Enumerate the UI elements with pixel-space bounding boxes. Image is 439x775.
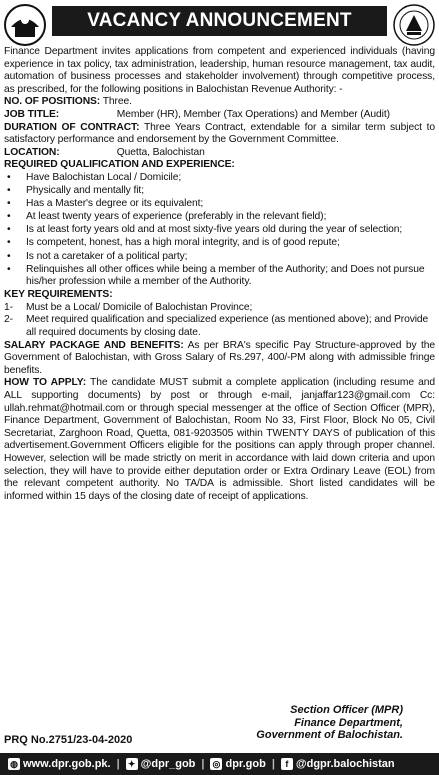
how-to-apply-row	[4, 377, 435, 503]
page-title: VACANCY ANNOUNCEMENT	[52, 6, 387, 36]
website-link[interactable]	[8, 758, 111, 770]
positions-label: NO. OF POSITIONS:	[4, 96, 101, 108]
positions-row	[4, 96, 435, 109]
list-item	[4, 314, 435, 339]
how-to-apply-value: The candidate MUST submit a complete application (including resume and ALL supporting documents) by post or through e-mail, janjaffar123@gmail.com Cc: ullah.rehmat@hotmail.com or through special messenger at the office of Section Officer (MPR), Finance Department, Government of Balochistan, Room No 33, First Floor, Block No 05, Civil Secretariat, Zarghoon Road, Quetta, 081-9203505 within TWENTY DAYS of publication of this advertisement.Government Officers eligible for the positions can apply through proper channel. However, selection will be made strictly on merit in accordance with laid down criteria and upon selection, they will have to provide either deputation order or Extra Ordinary Leave (EOL) from the relevant competent authority. No TA/DA is admissible. Short listed candidates will be informed within 15 days of the closing date of receipt of applications.	[4, 377, 435, 502]
list-item: • Physically and mentally fit;	[4, 185, 435, 198]
balochistan-emblem-icon	[3, 3, 47, 47]
divider: |	[201, 758, 205, 770]
salary-row	[4, 340, 435, 378]
instagram-handle: dpr.gob	[225, 758, 266, 770]
list-item: • Relinquishes all other offices while being a member of the Authority; and Does not pursue his/her profession while a member of the Authority.	[4, 264, 435, 289]
location-row	[4, 147, 435, 160]
list-item	[4, 302, 435, 315]
prq-number: PRQ No.2751/23-04-2020	[4, 734, 133, 746]
revenue-authority-seal-icon	[392, 3, 436, 47]
facebook-icon: f	[281, 758, 293, 770]
item-text: Meet required qualification and specialized experience (as mentioned above); and Provide all required documents by closing date.	[26, 314, 429, 339]
qualification-heading: REQUIRED QUALIFICATION AND EXPERIENCE:	[4, 159, 235, 171]
list-item: • Has a Master's degree or its equivalent;	[4, 198, 435, 211]
duration-row	[4, 122, 435, 147]
signature-line: Finance Department,	[294, 716, 403, 729]
list-item: • Have Balochistan Local / Domicile;	[4, 172, 435, 185]
job-title-row	[4, 109, 435, 122]
divider: |	[116, 758, 120, 770]
globe-icon: ◍	[8, 758, 20, 770]
list-item: • Is at least forty years old and at most sixty-five years old during the year of selection;	[4, 224, 435, 237]
qualification-list	[4, 172, 435, 289]
instagram-icon: ◎	[210, 758, 222, 770]
list-item: • Is not a caretaker of a political party;	[4, 251, 435, 264]
location-value: Quetta, Balochistan	[116, 146, 205, 158]
item-number: 1-	[4, 301, 13, 313]
positions-value: Three.	[102, 96, 132, 108]
location-label: LOCATION:	[4, 146, 60, 158]
advertisement-body	[4, 46, 435, 503]
intro-paragraph: Finance Department invites applications from competent and experienced individuals (having experience in tax policy, tax administration, leadership, human resource management, tax audit, automation of business processes and stakeholder involvement) through competitive process, as prescribed, for the following positions in Balochistan Revenue Authority: -	[4, 46, 435, 95]
list-item: • Is competent, honest, has a high moral integrity, and is of good repute;	[4, 237, 435, 250]
twitter-handle: @dpr_gob	[140, 758, 196, 770]
duration-label: DURATION OF CONTRACT:	[4, 121, 140, 133]
item-text: Must be a Local/ Domicile of Balochistan Province;	[26, 301, 253, 313]
social-footer	[0, 753, 439, 775]
item-number: 2-	[4, 314, 13, 326]
key-requirements-heading: KEY REQUIREMENTS:	[4, 289, 113, 301]
divider: |	[271, 758, 275, 770]
facebook-handle: @dgpr.balochistan	[295, 758, 395, 770]
list-item: • At least twenty years of experience (preferably in the relevant field);	[4, 211, 435, 224]
facebook-link[interactable]	[281, 758, 395, 770]
twitter-link[interactable]	[126, 758, 196, 770]
job-title-label: JOB TITLE:	[4, 108, 60, 120]
duration-value: Three Years Contract, extendable for a similar term subject to satisfactory performance and endorsement by the Government Committee.	[4, 121, 435, 146]
signature-block	[256, 704, 403, 742]
instagram-link[interactable]	[210, 758, 265, 770]
website-text: www.dpr.gob.pk.	[23, 758, 111, 770]
salary-label: SALARY PACKAGE AND BENEFITS:	[4, 339, 184, 351]
salary-value: As per BRA's specific Pay Structure-approved by the Government of Balochistan, with Gross Salary of Rs.297, 400/-PM along with admissible fringe benefits.	[4, 339, 435, 376]
job-title-value: Member (HR), Member (Tax Operations) and Member (Audit)	[116, 108, 390, 120]
how-to-apply-label: HOW TO APPLY:	[4, 377, 87, 389]
header	[0, 0, 439, 52]
signature-line: Government of Balochistan.	[256, 729, 403, 741]
twitter-icon: ✦	[126, 758, 138, 770]
key-requirements-list	[4, 302, 435, 340]
signature-line: Section Officer (MPR)	[290, 704, 403, 716]
